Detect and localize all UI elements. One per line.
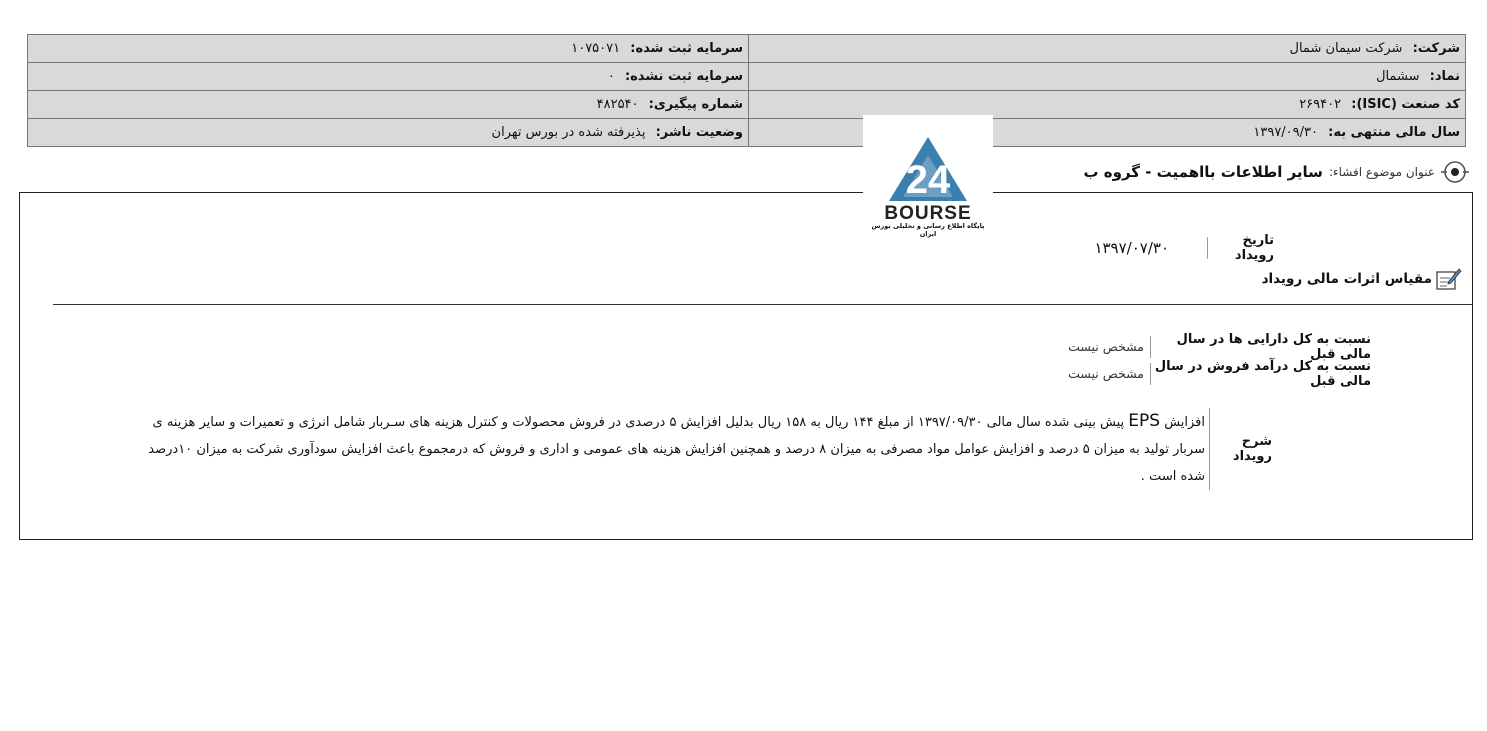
unregistered-capital-cell bbox=[28, 63, 749, 91]
unregistered-capital-value: ۰ bbox=[607, 69, 615, 84]
company-cell bbox=[749, 35, 1466, 63]
tracking-number-value: ۴۸۲۵۴۰ bbox=[596, 97, 639, 112]
logo-graphic bbox=[863, 115, 993, 221]
symbol-value: سشمال bbox=[1376, 69, 1420, 84]
symbol-cell bbox=[749, 63, 1466, 91]
subject-title: سایر اطلاعات بااهمیت - گروه ب bbox=[1083, 163, 1323, 181]
registered-capital-label: سرمایه ثبت شده: bbox=[630, 41, 743, 56]
eps-term: EPS bbox=[1128, 411, 1161, 431]
symbol-label: نماد: bbox=[1429, 69, 1460, 84]
tracking-number-cell bbox=[28, 91, 749, 119]
company-value: شرکت سیمان شمال bbox=[1289, 41, 1403, 56]
bourse24-logo bbox=[863, 115, 993, 243]
subject-label: عنوان موضوع افشاء: bbox=[1328, 165, 1435, 179]
revenue-ratio-value: مشخص نیست bbox=[1068, 363, 1151, 385]
company-label: شرکت: bbox=[1412, 41, 1460, 56]
revenue-ratio-row bbox=[1068, 359, 1371, 389]
event-date-row bbox=[1094, 233, 1274, 263]
fiscal-year-label: سال مالی منتهی به: bbox=[1328, 125, 1460, 140]
info-row bbox=[28, 63, 1466, 91]
logo-tagline: پایگاه اطلاع رسانی و تحلیلی بورس ایران bbox=[871, 222, 985, 238]
unregistered-capital-label: سرمایه ثبت نشده: bbox=[624, 69, 743, 84]
publisher-status-label: وضعیت ناشر: bbox=[655, 125, 743, 140]
info-row bbox=[28, 119, 1466, 147]
isic-cell bbox=[749, 91, 1466, 119]
edit-document-icon bbox=[1436, 267, 1462, 291]
fiscal-year-cell bbox=[749, 119, 1466, 147]
financial-scale-heading bbox=[1262, 267, 1462, 291]
registered-capital-cell bbox=[28, 35, 749, 63]
event-description-label: شرح رویداد bbox=[1232, 434, 1272, 464]
event-date-label: تاریخ رویداد bbox=[1234, 233, 1274, 263]
isic-label: کد صنعت (ISIC): bbox=[1351, 97, 1460, 112]
logo-number: 24 bbox=[905, 158, 951, 202]
fiscal-year-value: ۱۳۹۷/۰۹/۳۰ bbox=[1253, 125, 1318, 140]
asset-ratio-row bbox=[1068, 332, 1371, 362]
event-description-text bbox=[137, 408, 1210, 490]
publisher-status-cell bbox=[28, 119, 749, 147]
info-row bbox=[28, 35, 1466, 63]
description-prefix: افزایش bbox=[1164, 415, 1205, 430]
section-title: مقیاس اثرات مالی رویداد bbox=[1261, 271, 1432, 287]
info-row bbox=[28, 91, 1466, 119]
asset-ratio-value: مشخص نیست bbox=[1068, 336, 1151, 358]
isic-value: ۲۶۹۴۰۲ bbox=[1299, 97, 1342, 112]
description-body: پیش بینی شده سال مالی ۱۳۹۷/۰۹/۳۰ از مبلغ ۱۴۴ ریال به ۱۵۸ ریال بدلیل افزایش ۵ درصدی در فروش محصولات و کنترل هزینه های سـربار شامل انرژی و تعمیرات و سایر هزینه ی سربار تولید به میزان ۵ درصد و افزایش عوامل مواد مصرفی به میزان ۸ درصد و همچنین افزایش هزینه های عمومی و اداری و فروش که درمجموع باعث افزایش سودآوری شرکت به میزان ۱۰درصد شده است . bbox=[148, 415, 1205, 484]
target-icon bbox=[1441, 158, 1469, 186]
section-divider bbox=[53, 304, 1472, 305]
revenue-ratio-label: نسبت به کل درآمد فروش در سال مالی قبل bbox=[1154, 359, 1371, 389]
tracking-number-label: شماره پیگیری: bbox=[648, 97, 743, 112]
registered-capital-value: ۱۰۷۵۰۷۱ bbox=[571, 41, 621, 56]
publisher-status-value: پذیرفته شده در بورس تهران bbox=[491, 125, 646, 140]
event-date-value: ۱۳۹۷/۰۷/۳۰ bbox=[1094, 237, 1208, 259]
company-info-table bbox=[27, 34, 1466, 147]
event-description-row bbox=[137, 408, 1272, 490]
asset-ratio-label: نسبت به کل دارایی ها در سال مالی قبل bbox=[1176, 332, 1371, 362]
event-details-box bbox=[19, 192, 1473, 540]
logo-wordmark: BOURSE bbox=[884, 203, 972, 221]
